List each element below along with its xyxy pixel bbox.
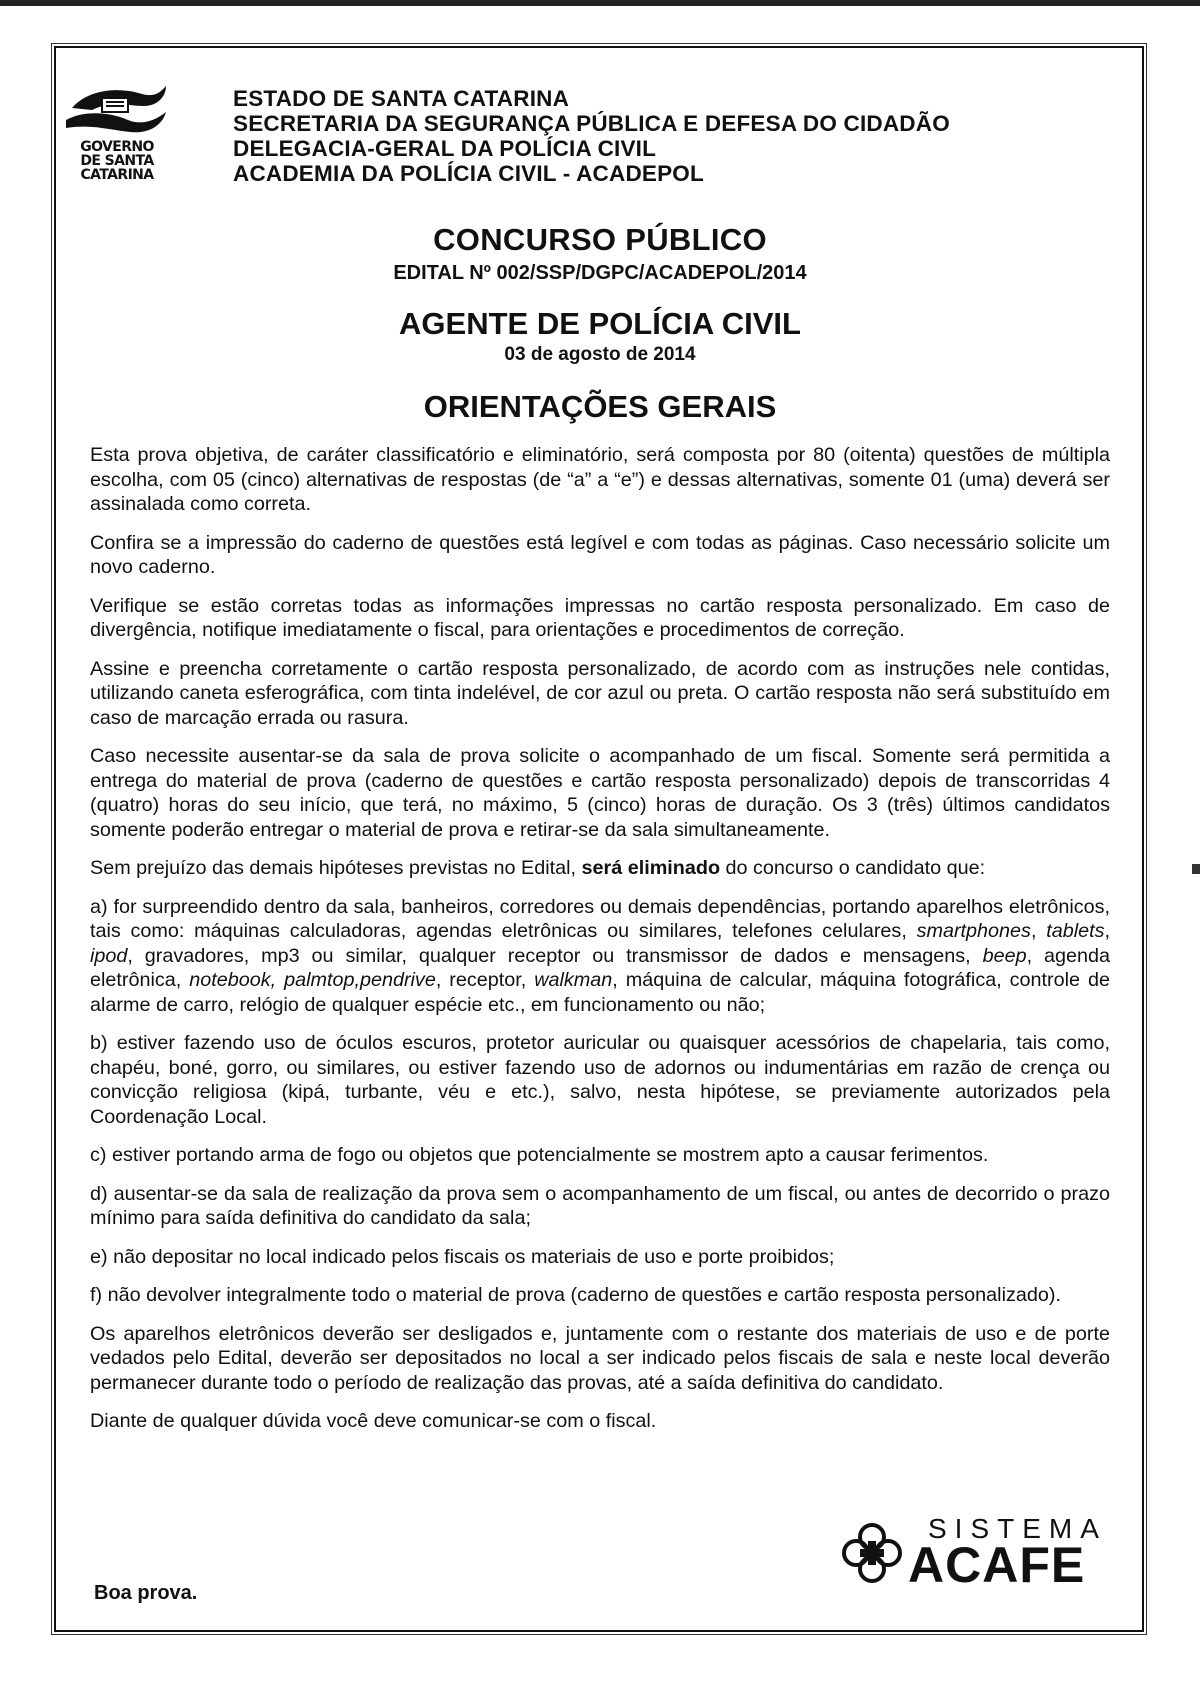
state-emblem-icon: [62, 80, 172, 140]
paragraph-ausencia: Caso necessite ausentar-se da sala de prova solicite o acompanhado de um fiscal. Somente será permitida a entrega do material de prova (caderno de questões e cartão resposta personalizado) depois de transcorridas 4 (quatro) horas do seu início, que terá, no máximo, 5 (cinco) horas de duração. Os 3 (três) últimos candidatos somente poderão entregar o material de prova e retirar-se da sala simultaneamente.: [90, 745, 1110, 841]
logo-text-line-3: CATARINA: [80, 167, 154, 183]
acafe-name-text: ACAFE: [908, 1537, 1086, 1593]
item-a-text-5: , máquina de calcular, máquina fotográfica, controle de alarme de carro, relógio de qualquer espécie etc., em funcionamento ou não;: [90, 969, 1110, 1016]
item-a-notebook: notebook, palmtop,pendrive: [189, 969, 436, 991]
title-data: 03 de agosto de 2014: [504, 344, 696, 365]
paragraph-assinatura: Assine e preencha corretamente o cartão resposta personalizado, de acordo com as instruções nele contidas, utilizando caneta esferográfica, com tinta indelével, de cor azul ou preta. O cartão resposta não será substituído em caso de marcação errada ou rasura.: [90, 657, 1110, 729]
title-orientacoes: ORIENTAÇÕES GERAIS: [423, 389, 777, 424]
item-b: b) estiver fazendo uso de óculos escuros, protetor auricular ou quaisquer acessórios de chapelaria, tais como, chapéu, boné, gorro, ou similares, ou estiver fazendo uso de adornos ou indumentárias em razão de crença ou convicção religiosa (kipá, turbante, véu e etc.), salvo, nesta hipótese, se previamente autorizados pela Coordenação Local.: [90, 1032, 1110, 1128]
eliminacao-text-c: do concurso o candidato que:: [725, 857, 986, 879]
eliminacao-bold: será eliminado: [581, 857, 721, 879]
item-d: d) ausentar-se da sala de realização da prova sem o acompanhamento de um fiscal, ou antes de decorrido o prazo mínimo para saída definitiva do candidato da sala;: [90, 1182, 1110, 1229]
header-secretaria: SECRETARIA DA SEGURANÇA PÚBLICA E DEFESA DO CIDADÃO: [233, 111, 950, 136]
paragraph-aparelhos: Os aparelhos eletrônicos deverão ser desligados e, juntamente com o restante dos materiais de uso e de porte vedados pelo Edital, deverão ser depositados no local a ser indicado pelos fiscais de sala e neste local deverão permanecer durante todo o período de realização das provas, até a saída definitiva do candidato.: [90, 1322, 1110, 1394]
item-a-text-4: , receptor,: [435, 969, 527, 991]
header-academia: ACADEMIA DA POLÍCIA CIVIL - ACADEPOL: [233, 161, 704, 186]
paragraph-caderno: Confira se a impressão do caderno de questões está legível e com todas as páginas. Caso necessário solicite um novo caderno.: [90, 531, 1110, 578]
item-c: c) estiver portando arma de fogo ou objetos que potencialmente se mostrem apto a causar ferimentos.: [90, 1144, 989, 1166]
item-f: f) não devolver integralmente todo o material de prova (caderno de questões e cartão resposta personalizado).: [90, 1284, 1061, 1306]
item-a-text-3: , agenda eletrônica,: [90, 944, 1110, 991]
item-a-smartphones: smartphones: [916, 920, 1031, 942]
title-edital: EDITAL Nº 002/SSP/DGPC/ACADEPOL/2014: [393, 262, 807, 284]
item-a-text-2: , gravadores, mp3 ou similar, qualquer receptor ou transmissor de dados e mensagens,: [127, 944, 971, 967]
scan-edge-mark: [1192, 864, 1200, 874]
paragraph-cartao: Verifique se estão corretas todas as informações impressas no cartão resposta personalizado. Em caso de divergência, notifique imediatamente o fiscal, para orientações e procedimentos de correção.: [90, 594, 1110, 641]
acafe-sistema-text: SISTEMA: [928, 1513, 1107, 1544]
item-a-text-1: a) for surpreendido dentro da sala, banheiros, corredores ou demais dependências, portando aparelhos eletrônicos, tais como: máquinas calculadoras, agendas eletrônicas ou similares, telefones celulares,: [90, 895, 1110, 942]
item-a: a) for surpreendido dentro da sala, banheiros, corredores ou demais dependências, portando aparelhos eletrônicos, tais como: máquinas calculadoras, agendas eletrônicas ou similares, telefones celulares, smartphones, tablets, ipod, gravadores, mp3 ou similar, qualquer receptor ou transmissor de dados e mensagens, beep, agenda eletrônica, notebook, palmtop,pendrive, receptor, walkman, máquina de calcular, máquina fotográfica, controle de alarme de carro, relógio de qualquer espécie etc., em funcionamento ou não;: [90, 895, 1110, 1016]
item-a-beep: beep: [982, 944, 1027, 967]
header-delegacia: DELEGACIA-GERAL DA POLÍCIA CIVIL: [233, 136, 657, 161]
logo-text-line-1: GOVERNO: [80, 139, 154, 155]
title-cargo: AGENTE DE POLÍCIA CIVIL: [399, 306, 801, 341]
item-e: e) não depositar no local indicado pelos fiscais os materiais de uso e porte proibidos;: [90, 1245, 835, 1268]
paragraph-eliminacao: [90, 856, 1110, 881]
title-concurso: CONCURSO PÚBLICO: [433, 222, 767, 257]
paragraph-prova: Esta prova objetiva, de caráter classificatório e eliminatório, será composta por 80 (oitenta) questões de múltipla escolha, com 05 (cinco) alternativas de respostas (de “a” a “e”) e dessas alternativas, somente 01 (uma) deverá ser assinalada como correta.: [90, 444, 1110, 515]
logo-text-line-2: DE SANTA: [80, 153, 154, 169]
acafe-emblem-icon: [838, 1519, 906, 1587]
closing-boa-prova: Boa prova.: [94, 1582, 198, 1604]
governo-santa-catarina-logo: [62, 80, 202, 200]
item-a-ipod: ipod: [90, 944, 128, 967]
sistema-acafe-logo: [838, 1513, 1113, 1593]
header-state: ESTADO DE SANTA CATARINA: [233, 86, 570, 111]
item-a-walkman: walkman: [534, 969, 613, 991]
instructions-body: [90, 443, 1110, 1448]
header-lines: [233, 86, 1083, 186]
top-edge-mark: [0, 0, 1200, 6]
paragraph-duvida: Diante de qualquer dúvida você deve comunicar-se com o fiscal.: [90, 1410, 657, 1432]
eliminacao-text-a: Sem prejuízo das demais hipóteses previstas no Edital,: [90, 857, 576, 879]
item-a-tablets: tablets: [1046, 920, 1105, 942]
